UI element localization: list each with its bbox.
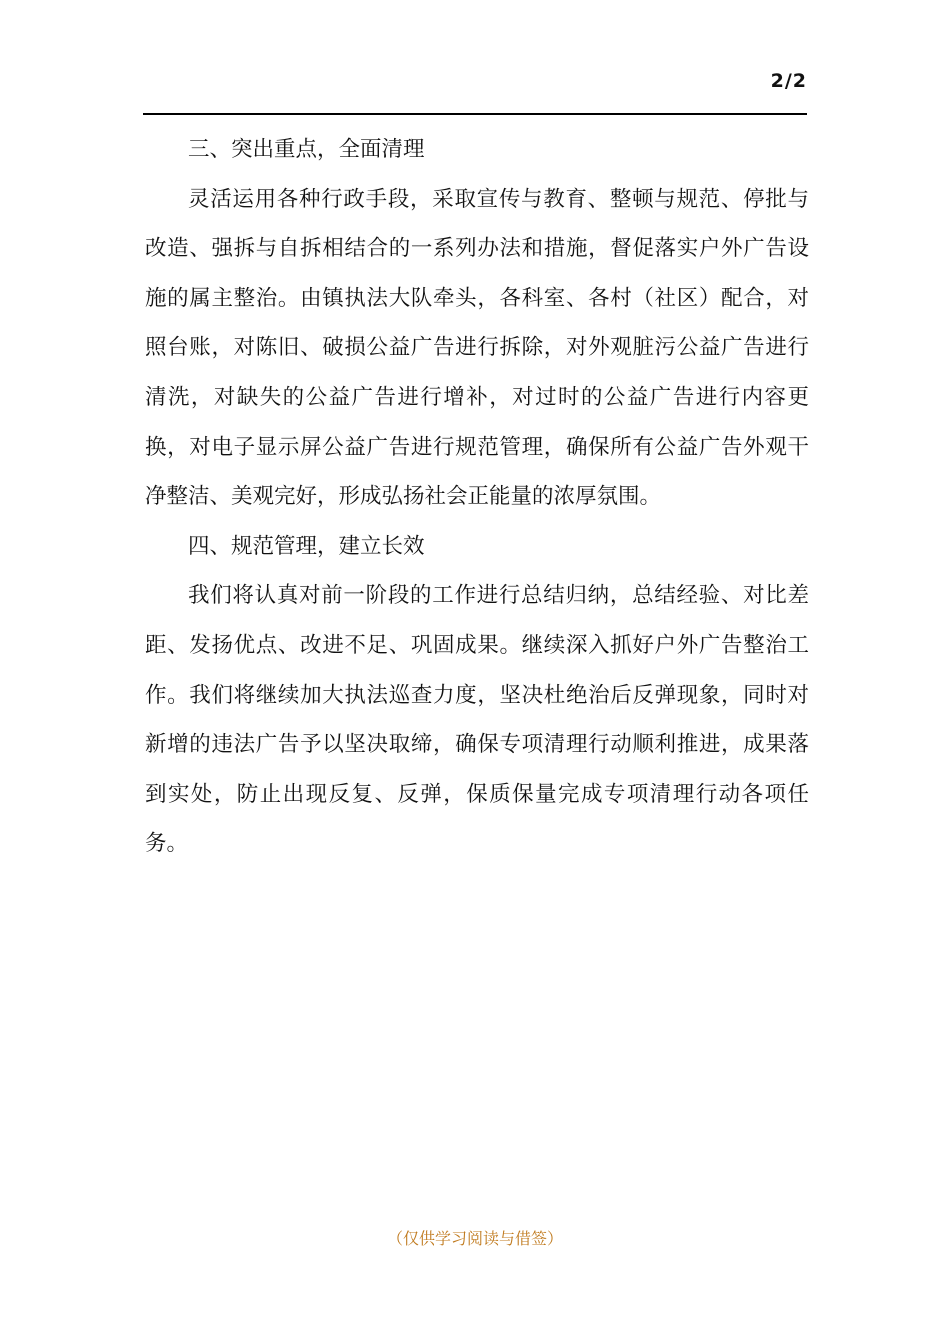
footer-note: （仅供学习阅读与借签） (386, 1229, 563, 1248)
header-rule (143, 113, 807, 115)
page-number: 2/2 (770, 70, 807, 92)
section-heading-4: 四、规范管理，建立长效 (188, 533, 425, 559)
paragraph-section-3: 灵活运用各种行政手段，采取宣传与教育、整顿与规范、停批与改造、强拆与自拆相结合的一系列办法和措施，督促落实户外广告设施的属主整治。由镇执法大队牵头，各科室、各村（社区）配合，对照台账，对陈旧、破损公益广告进行拆除，对外观脏污公益广告进行清洗，对缺失的公益广告进行增补，对过时的公益广告进行内容更换，对电子显示屏公益广告进行规范管理，确保所有公益广告外观干净整洁、美观完好，形成弘扬社会正能量的浓厚氛围。 (145, 186, 809, 510)
paragraph-section-4: 我们将认真对前一阶段的工作进行总结归纳，总结经验、对比差距、发扬优点、改进不足、巩固成果。继续深入抓好户外广告整治工作。我们将继续加大执法巡查力度，坚决杜绝治后反弹现象，同时对新增的违法广告予以坚决取缔，确保专项清理行动顺利推进，成果落到实处，防止出现反复、反弹，保质保量完成专项清理行动各项任务。 (145, 583, 809, 857)
section-heading-3: 三、突出重点，全面清理 (188, 137, 425, 162)
document-body (145, 125, 809, 869)
